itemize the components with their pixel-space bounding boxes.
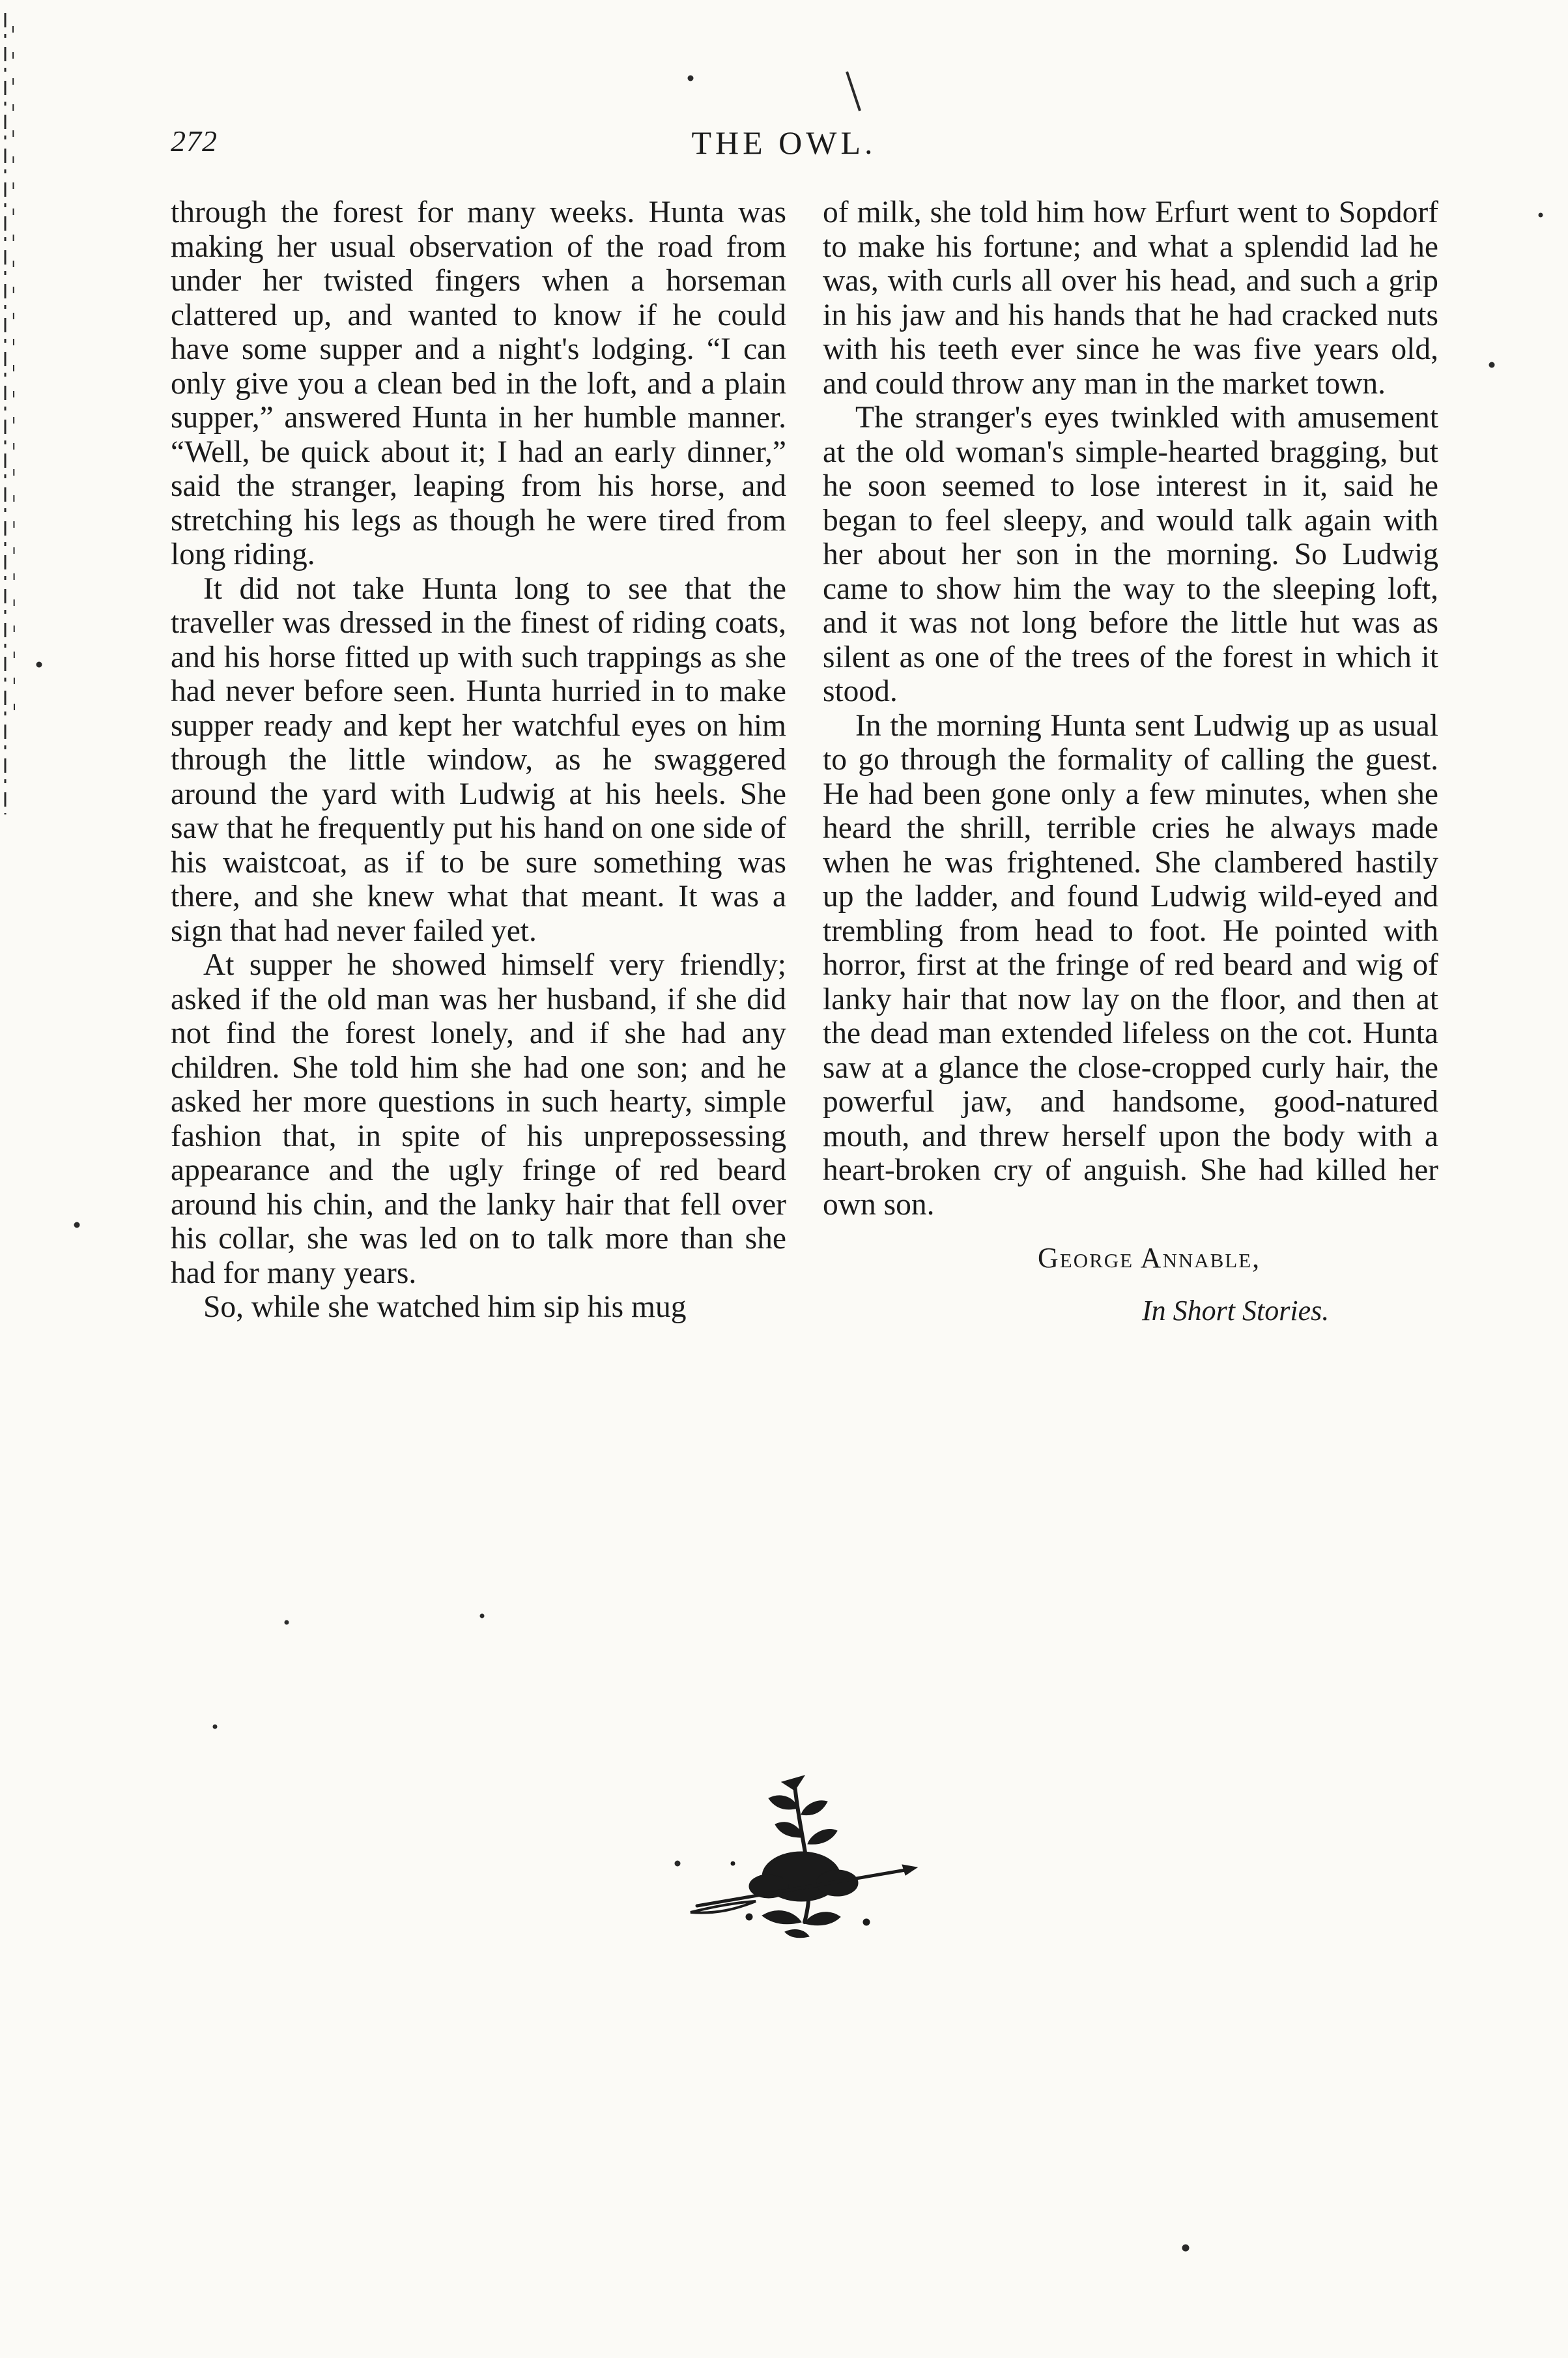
paragraph: It did not take Hunta long to see that the traveller was dressed in the finest of riding coats, and his horse fitted up with such trappings as she had never before seen. Hunta hurried in to make supper ready and kept her watchful eyes on him through the little window, as he swaggered around the yard with Ludwig at his heels. She saw that he frequently put his hand on one side of his waistcoat, as if to be sure something was there, and she knew what that meant. It was a sign that had never failed yet. <box>171 571 786 948</box>
page-header <box>0 124 1568 169</box>
paragraph: In the morning Hunta sent Ludwig up as usual to go through the formality of calling the guest. He had been gone only a few minutes, when she heard the shrill, terrible cries he always made when he was frightened. She clambered hastily up the ladder, and found Ludwig wild-eyed and trembling from head to foot. He pointed with horror, first at the fringe of red beard and wig of lanky hair that now lay on the floor, and then at the dead man extended lifeless on the cot. Hunta saw at a glance the close-cropped curly hair, the powerful jaw, and handsome, good-natured mouth, and threw herself upon the body with a heart-broken cry of anguish. She had killed her own son. <box>823 708 1438 1222</box>
paragraph: The stranger's eyes twinkled with amusement at the old woman's simple-hearted bragging, but he soon seemed to lose interest in it, said he began to feel sleepy, and would talk again with her about her son in the morning. So Ludwig came to show him the way to the sleeping loft, and it was not long before the little hut was as silent as one of the trees of the forest in which it stood. <box>823 401 1438 708</box>
botanical-tailpiece-icon <box>671 1772 925 1942</box>
paragraph: through the forest for many weeks. Hunta was making her usual observation of the road from under her twisted fingers when a horseman clattered up, and wanted to know if he could have some supper and a night's lodging. “I can only give you a clean bed in the loft, and a plain supper,” answered Hunta in her humble manner. “Well, be quick about it; I had an early dinner,” said the stranger, leaping from his horse, and stretching his legs as though he were tired from long riding. <box>171 195 786 571</box>
page-number: 272 <box>171 124 218 158</box>
paragraph: So, while she watched him sip his mug <box>203 1290 687 1324</box>
source-citation: In Short Stories. <box>1142 1294 1330 1327</box>
right-column <box>823 195 1438 1328</box>
paragraph: of milk, she told him how Erfurt went to Sopdorf to make his fortune; and what a splendid lad he was, with curls all over his head, and such a grip in his jaw and his hands that he had cracked nuts with his teeth ever since he was five years old, and could throw any man in the market town. <box>823 195 1438 401</box>
left-column <box>171 195 786 1325</box>
paragraph: At supper he showed himself very friendly; asked if the old man was her husband, if she did not find the forest lonely, and if she had any children. She told him she had one son; and he asked her more questions in such hearty, simple fashion that, in spite of his unprepossessing appearance and the ugly fringe of red beard around his chin, and the lanky hair that fell over his collar, she was led on to talk more than she had for many years. <box>171 948 786 1290</box>
running-title: THE OWL. <box>691 124 877 161</box>
author-byline: George Annable, <box>1038 1242 1261 1274</box>
